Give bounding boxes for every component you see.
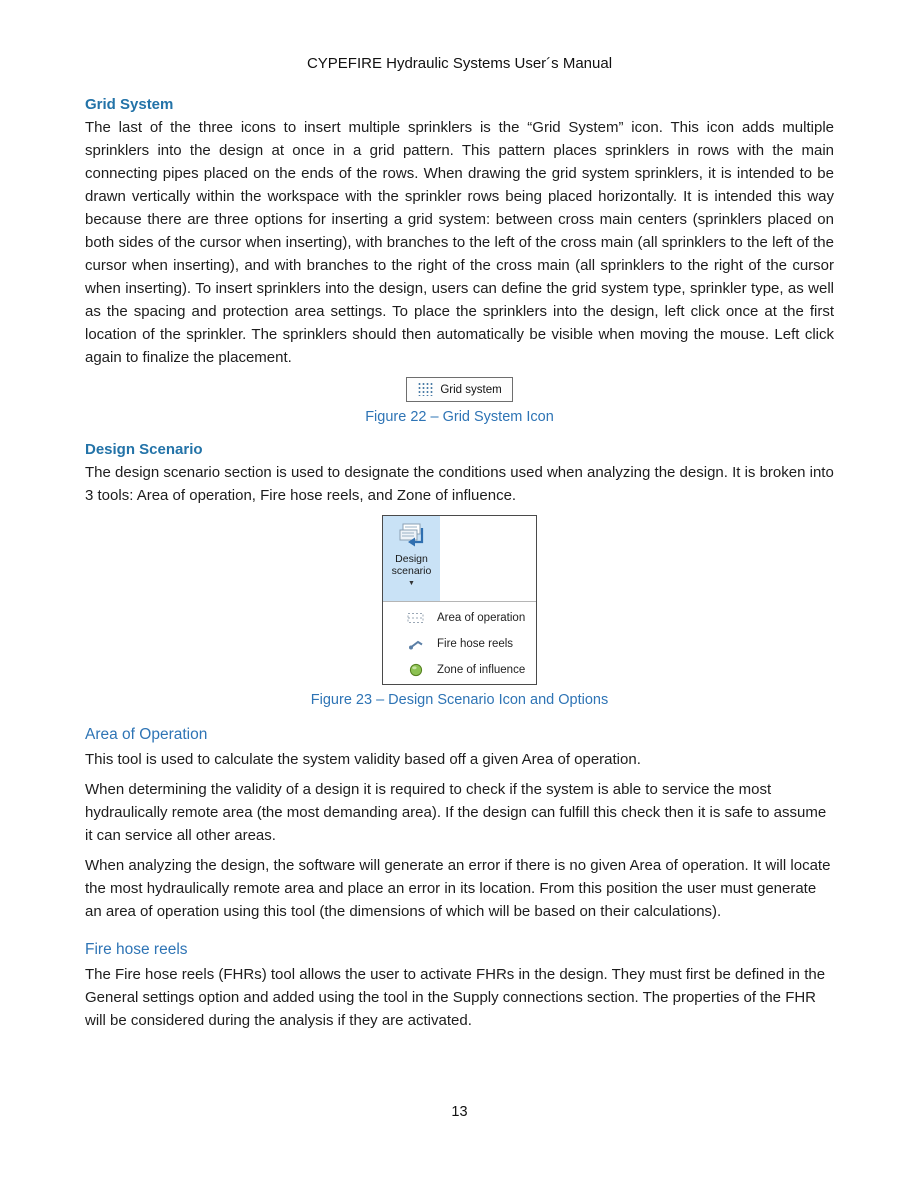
fire-hose-reels-paragraph: The Fire hose reels (FHRs) tool allows the user to activate FHRs in the design. They must first be defined in the General settings option and added using the tool in the Supply connections section. The properties of the FHR will be considered during the analysis if they are activated. — [85, 966, 826, 1029]
grid-system-icon — [417, 382, 434, 397]
fire-hose-reels-heading: Fire hose reels — [85, 941, 188, 958]
design-scenario-icon — [396, 522, 428, 550]
grid-system-button — [406, 377, 512, 402]
design-scenario-paragraph: The design scenario section is used to designate the conditions used when analyzing the design. It is broken into 3 tools: Area of operation, Fire hose reels, and Zone of influence. — [85, 464, 834, 504]
dropdown-arrow-icon: ▼ — [408, 580, 415, 587]
area-of-operation-paragraph-2: When determining the validity of a design it is required to check if the system is able to service the most hydraulically remote area (the most demanding area). If the design can fulfill this check then it is safe to assume it can service all other areas. — [85, 781, 827, 844]
fire-hose-reels-icon — [407, 638, 425, 650]
grid-system-heading: Grid System — [85, 96, 174, 113]
design-scenario-ribbon-area — [383, 516, 536, 602]
menu-item-fire-hose-reels — [383, 631, 536, 657]
design-scenario-figure — [85, 515, 834, 685]
area-of-operation-paragraph-1: This tool is used to calculate the system validity based off a given Area of operation. — [85, 751, 641, 768]
area-of-operation-heading: Area of Operation — [85, 726, 208, 743]
manual-title: CYPEFIRE Hydraulic Systems User´s Manual — [306, 55, 613, 72]
design-scenario-heading: Design Scenario — [85, 441, 203, 458]
zone-of-influence-icon — [407, 663, 425, 677]
figure-22-caption: Figure 22 – Grid System Icon — [365, 409, 554, 425]
area-of-operation-paragraph-3: When analyzing the design, the software will generate an error if there is no given Area of operation. It will locate the most hydraulically remote area and place an error in its location. From this position the user must generate an area of operation using this tool (the dimensions of which will be based on their calculations). — [85, 857, 831, 920]
grid-system-paragraph: The last of the three icons to insert multiple sprinklers is the “Grid System” icon. This icon adds multiple sprinklers into the design at once in a grid pattern. This pattern places sprinklers in rows with the main connecting pipes placed on the ends of the rows. When drawing the grid system sprinklers, it is intended to be drawn vertically within the workspace with the sprinkler rows being placed horizontally. It is intended this way because there are three options for inserting a grid system: between cross main centers (sprinklers placed on both sides of the cursor when inserting), with branches to the left of the cross main (all sprinklers to the left of the cursor when inserting), and with branches to the right of the cross main (all sprinklers to the right of the cursor when inserting). To insert sprinklers into the design, users can define the grid system type, sprinkler type, as well as the spacing and protection area settings. To place the sprinklers into the design, left click once at the first location of the sprinkler. The sprinklers should then automatically be visible when moving the mouse. Left click again to finalize the placement. — [85, 119, 834, 366]
design-scenario-menu — [383, 602, 536, 683]
design-scenario-button — [383, 516, 440, 601]
grid-system-figure — [85, 377, 834, 402]
figure-23-caption: Figure 23 – Design Scenario Icon and Options — [310, 692, 609, 708]
menu-item-label: Area of operation — [437, 612, 526, 624]
page-number: 13 — [451, 1104, 468, 1120]
design-scenario-button-label: Design scenario — [391, 553, 432, 577]
area-of-operation-icon — [407, 612, 425, 624]
grid-system-button-label: Grid system — [440, 383, 502, 396]
menu-item-area-of-operation — [383, 605, 536, 631]
menu-item-zone-of-influence — [383, 657, 536, 683]
design-scenario-dropdown — [382, 515, 537, 685]
menu-item-label: Zone of influence — [437, 664, 526, 676]
menu-item-label: Fire hose reels — [437, 638, 514, 650]
